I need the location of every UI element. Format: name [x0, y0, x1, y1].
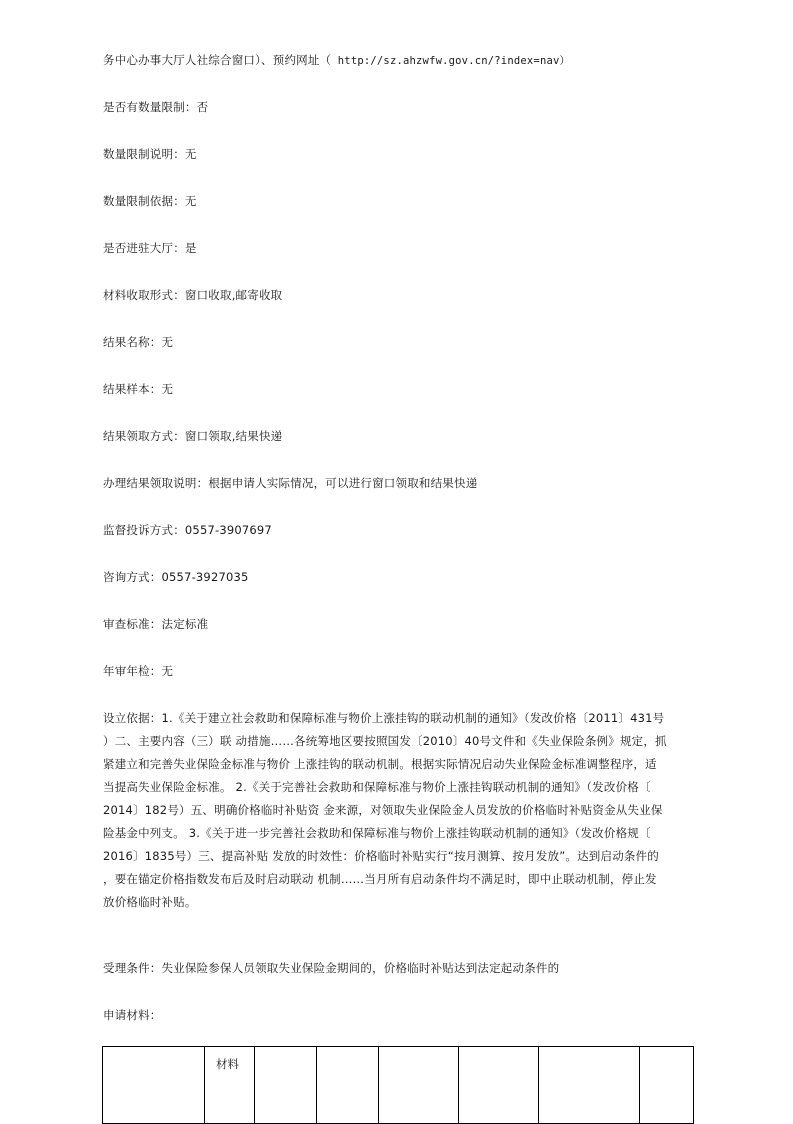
- field-value: 根据申请人实际情况，可以进行窗口领取和结果快递: [208, 476, 478, 490]
- field-value: 0557-3907697: [184, 523, 272, 537]
- result-sample-line: [103, 381, 173, 397]
- consultation-line: [103, 569, 249, 585]
- basis-line: 险基金中列支。 3.《关于进一步完善社会救助和保障标准与物价上涨挂钩联动机制的通知》（发改价格规〔: [103, 826, 651, 840]
- field-label: 年审年检：: [103, 664, 162, 678]
- field-label: 办理结果领取说明：: [103, 476, 209, 490]
- quantity-limit-basis-line: [103, 193, 197, 209]
- field-label: 监督投诉方式：: [103, 523, 185, 537]
- field-label: 材料收取形式：: [103, 288, 185, 302]
- field-value: 失业保险参保人员领取失业保险金期间的，价格临时补贴达到法定起动条件的: [161, 961, 560, 975]
- field-label: 受理条件：: [103, 961, 162, 975]
- field-value: 窗口收取,邮寄收取: [184, 288, 283, 302]
- review-standard-line: [103, 616, 208, 632]
- basis-line: 2016〕1835号）三、提高补贴 发放的时效性：价格临时补贴实行“按月测算、按月发放”。达到启动条件的: [103, 849, 659, 863]
- basis-line: 2014〕182号）五、明确价格临时补贴资 金来源，对领取失业保险金人员发放的价格临时补贴资金从失业保: [103, 803, 663, 817]
- field-label: 结果领取方式：: [103, 429, 185, 443]
- result-delivery-line: [103, 428, 282, 444]
- hall-presence-line: [103, 240, 197, 256]
- field-value: 无: [161, 335, 174, 349]
- field-label: 结果样本：: [103, 382, 162, 396]
- table-cell: [539, 1047, 640, 1124]
- basis-line: 放价格临时补贴。: [103, 895, 197, 909]
- field-value: 法定标准: [161, 617, 209, 631]
- table-cell: [255, 1047, 317, 1124]
- basis-line: ，要在锚定价格指数发布后及时启动联动 机制……当月所有启动条件均不满足时，即中止联动机制，停止发: [103, 872, 657, 886]
- acceptance-conditions-line: [103, 960, 559, 976]
- materials-table: [102, 1046, 694, 1124]
- establishment-basis-paragraph: [103, 707, 691, 914]
- field-value: 无: [161, 664, 174, 678]
- field-label: 数量限制说明：: [103, 147, 185, 161]
- annual-review-line: [103, 663, 173, 679]
- quantity-limit-line: [103, 99, 208, 115]
- quantity-limit-desc-line: [103, 146, 197, 162]
- table-cell: [379, 1047, 459, 1124]
- field-label: 是否有数量限制：: [103, 100, 197, 114]
- application-materials-heading: [103, 1007, 162, 1023]
- result-name-line: [103, 334, 173, 350]
- field-label: 是否进驻大厅：: [103, 241, 185, 255]
- appointment-label: 务中心办事大厅人社综合窗口）、预约网址（: [103, 53, 332, 67]
- result-delivery-desc-line: [103, 475, 477, 491]
- field-value: 无: [184, 194, 197, 208]
- field-value: 否: [196, 100, 209, 114]
- field-label: 申请材料：: [103, 1008, 162, 1022]
- basis-line: 紧建立和完善失业保险金标准与物价 上涨挂钩的联动机制。根据实际情况启动失业保险金标准调整程序，适: [103, 757, 657, 771]
- table-cell: [317, 1047, 379, 1124]
- field-value: 无: [161, 382, 174, 396]
- appointment-line: [103, 52, 570, 69]
- basis-line: 设立依据：1.《关于建立社会救助和保障标准与物价上涨挂钩的联动机制的通知》（发改价格〔2011〕431号: [103, 711, 665, 725]
- appointment-url: http://sz.ahzwfw.gov.cn/?index=nav）: [331, 55, 571, 67]
- field-value: 无: [184, 147, 197, 161]
- field-label: 审查标准：: [103, 617, 162, 631]
- field-label: 咨询方式：: [103, 570, 162, 584]
- basis-line: 当提高失业保险金标准。 2.《关于完善社会救助和保障标准与物价上涨挂钩联动机制的通知》（发改价格〔: [103, 780, 651, 794]
- table-cell: 材料: [205, 1047, 255, 1124]
- material-collection-line: [103, 287, 282, 303]
- field-value: 是: [184, 241, 197, 255]
- field-label: 数量限制依据：: [103, 194, 185, 208]
- basis-line: ）二、主要内容（三）联 动措施……各统筹地区要按照国发〔2010〕40号文件和《失业保险条例》规定，抓: [103, 734, 667, 748]
- table-cell: [103, 1047, 205, 1124]
- table-row: [103, 1047, 694, 1124]
- complaint-line: [103, 522, 272, 538]
- table-cell: [640, 1047, 694, 1124]
- field-value: 窗口领取,结果快递: [184, 429, 283, 443]
- table-cell: [459, 1047, 539, 1124]
- field-label: 结果名称：: [103, 335, 162, 349]
- field-value: 0557-3927035: [161, 570, 249, 584]
